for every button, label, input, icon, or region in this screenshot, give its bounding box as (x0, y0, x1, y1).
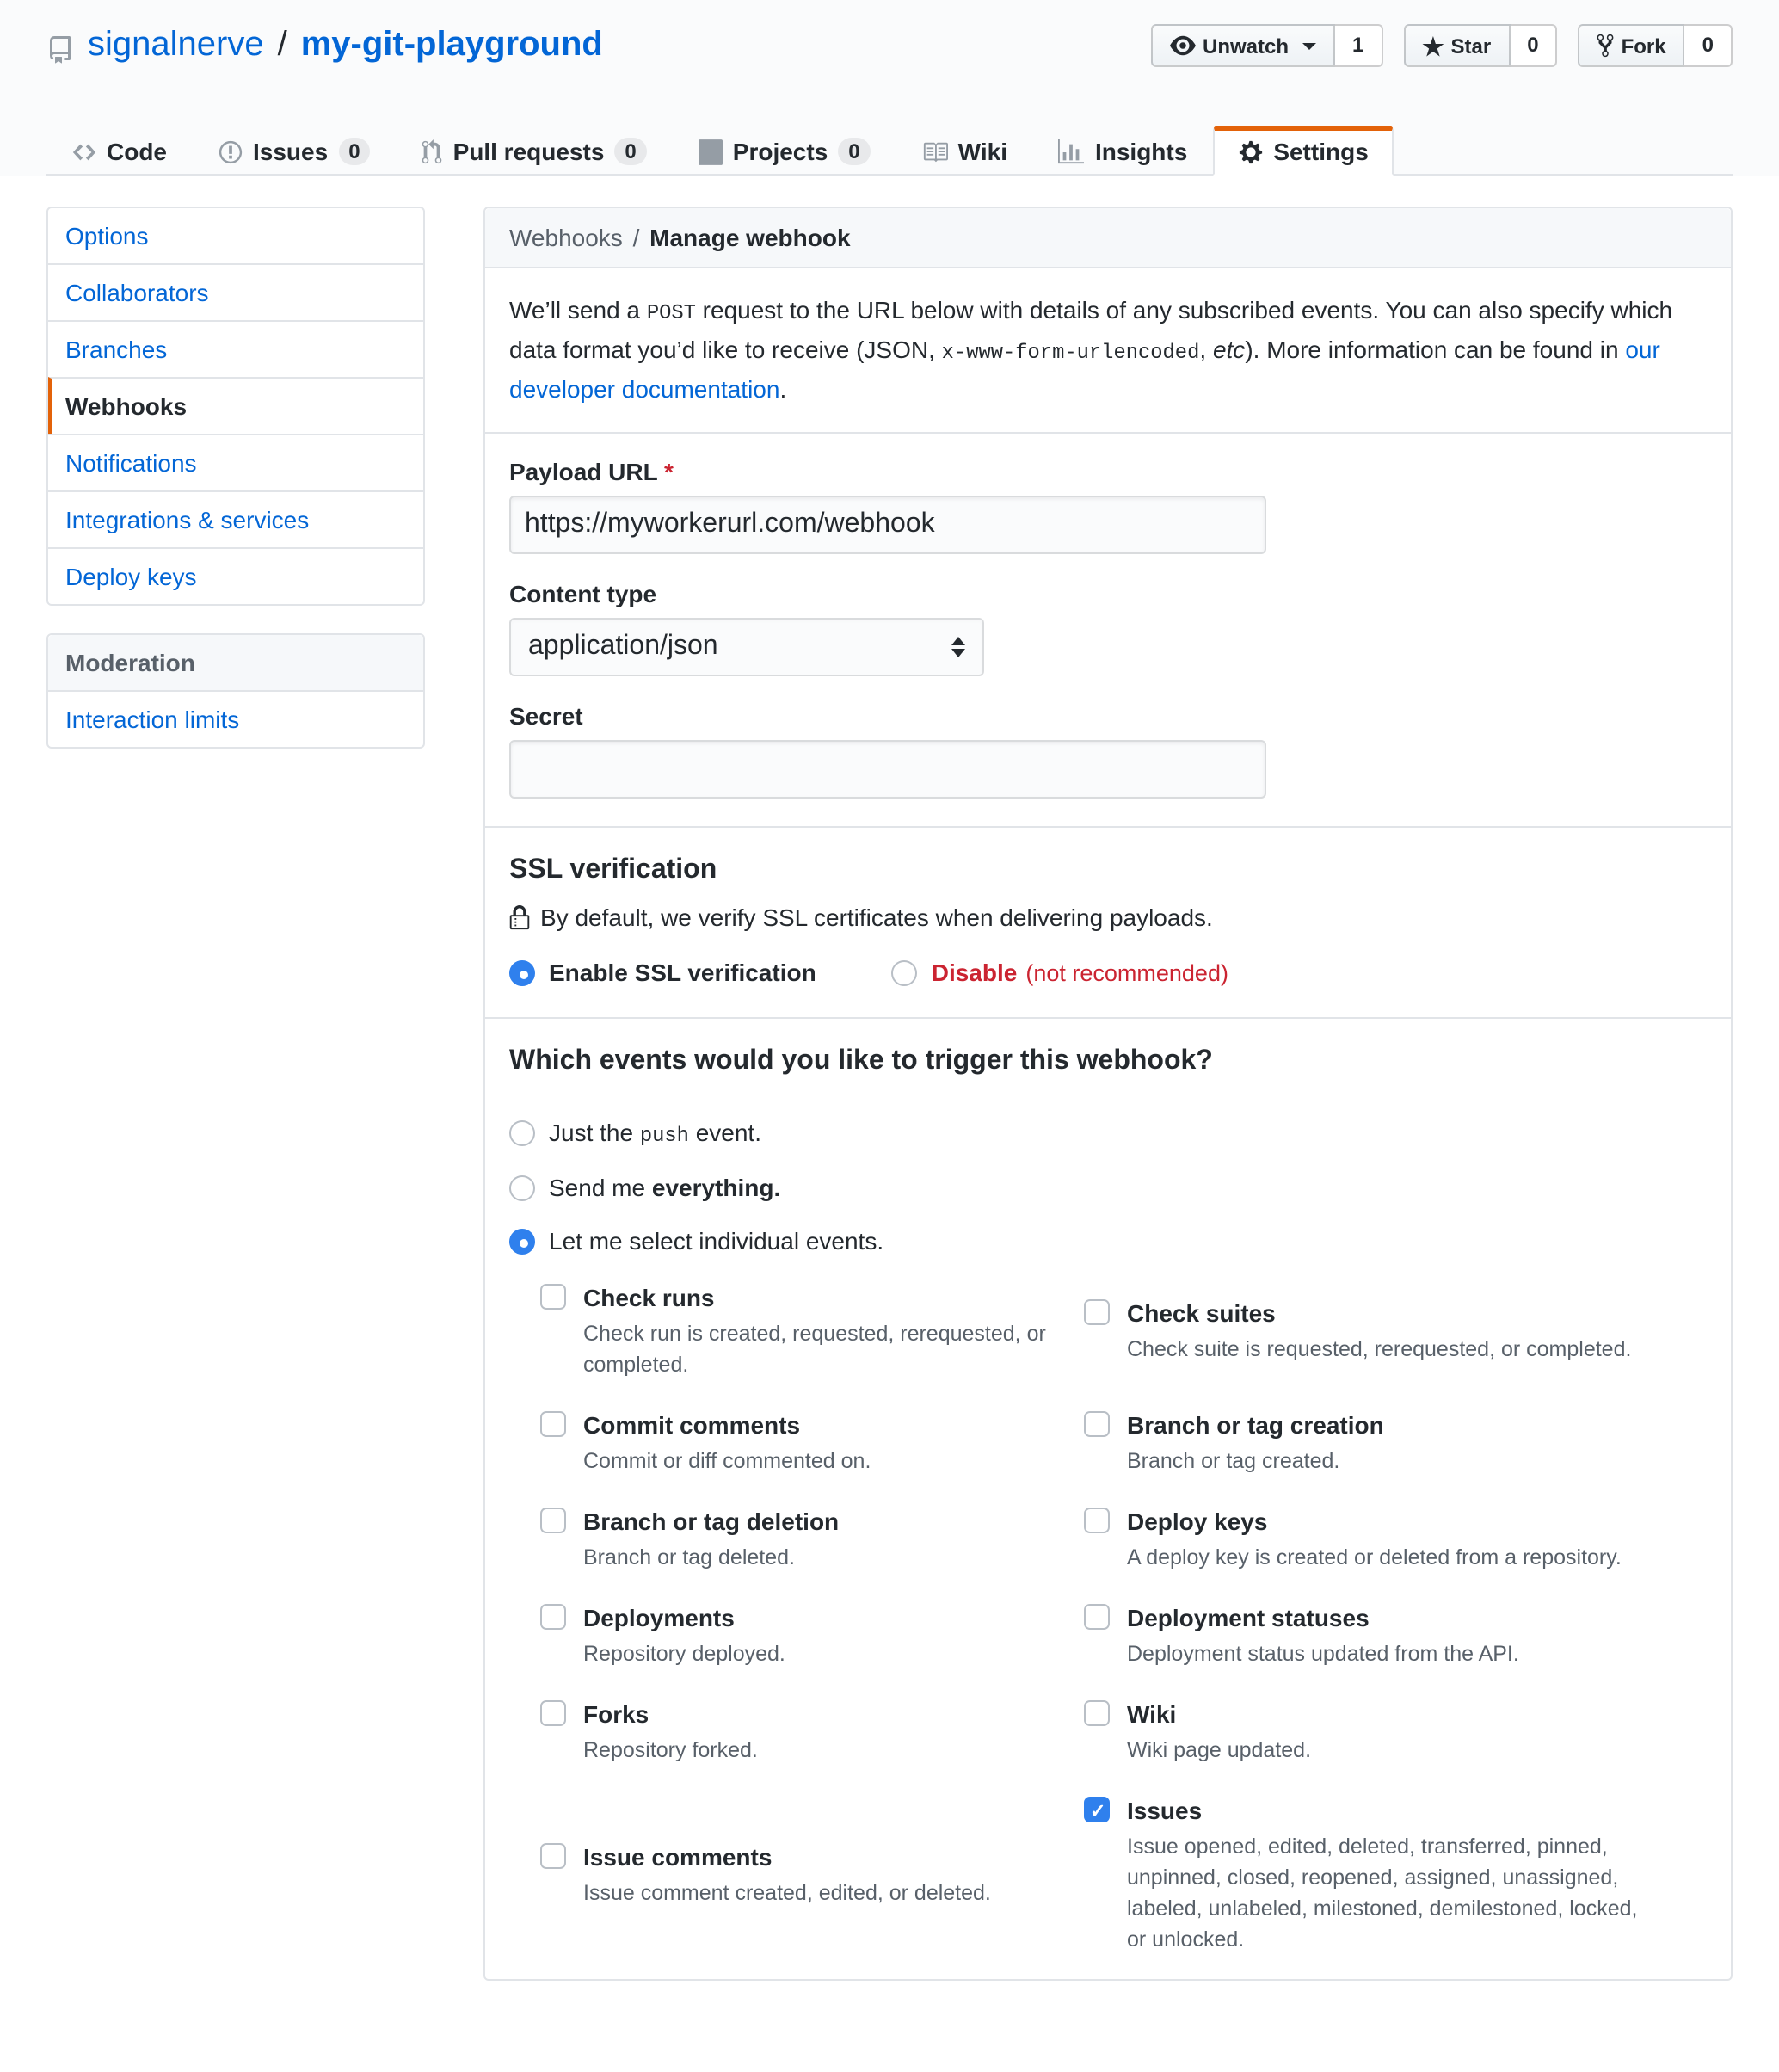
pull-request-icon (422, 138, 443, 165)
fork-button[interactable]: Fork (1579, 24, 1685, 67)
select-arrows-icon (951, 637, 965, 657)
events-section (485, 1017, 1731, 1979)
settings-sidebar (46, 207, 425, 749)
deployment-statuses-checkbox[interactable] (1084, 1604, 1110, 1630)
individual-events-radio[interactable] (509, 1228, 535, 1254)
page-header (0, 0, 1779, 176)
watch-count[interactable]: 1 (1335, 24, 1382, 67)
event-deploy-keys: Deploy keys A deploy key is created or deleted from a repository. (1084, 1504, 1707, 1573)
repo-name-link[interactable]: my-git-playground (300, 25, 603, 63)
repo-actions (1151, 24, 1733, 67)
ssl-heading: SSL verification (509, 855, 717, 885)
tab-code[interactable]: Code (46, 126, 193, 176)
book-icon (922, 138, 948, 165)
event-deployments: Deployments Repository deployed. (540, 1600, 1084, 1669)
ssl-enable-radio[interactable] (509, 959, 535, 985)
breadcrumb-webhooks-link[interactable]: Webhooks (509, 224, 623, 251)
tab-issues[interactable]: Issues 0 (193, 126, 397, 176)
secret-input[interactable] (509, 740, 1266, 799)
ssl-disable-label[interactable]: Disable (931, 959, 1018, 986)
ssl-section (485, 826, 1731, 1017)
events-grid (540, 1280, 1707, 1955)
deployments-checkbox[interactable] (540, 1604, 566, 1630)
repo-icon (46, 26, 74, 65)
ssl-enable-label[interactable]: Enable SSL verification (549, 959, 816, 986)
event-commit-comments: Commit comments Commit or diff commented on. (540, 1408, 1084, 1477)
content-type-group (509, 580, 1707, 676)
tab-settings[interactable]: Settings (1213, 126, 1394, 176)
ssl-disable-radio[interactable] (892, 959, 918, 985)
deploy-keys-checkbox[interactable] (1084, 1508, 1110, 1533)
payload-url-input[interactable] (509, 496, 1266, 554)
events-heading: Which events would you like to trigger this webhook? (509, 1046, 1213, 1076)
sidebar-item-branches[interactable]: Branches (48, 320, 423, 377)
settings-menu (46, 207, 425, 606)
event-check-runs: Check runs Check run is created, requested, rerequested, or completed. (540, 1280, 1084, 1380)
commit-comments-checkbox[interactable] (540, 1411, 566, 1437)
fork-count[interactable]: 0 (1685, 24, 1733, 67)
check-suites-checkbox[interactable] (1084, 1299, 1110, 1325)
webhook-intro: We’ll send a POST request to the URL below with details of any subscribed events. You can also specify which data format you’d like to receive (JSON, x-www-form-urlencoded, etc). More information can be found in our developer documentation. (509, 296, 1673, 403)
ssl-note-text: By default, we verify SSL certificates when delivering payloads. (540, 903, 1213, 931)
webhook-form (485, 432, 1731, 826)
sidebar-item-webhooks[interactable]: Webhooks (48, 377, 423, 434)
urlencoded-code: x-www-form-urlencoded (941, 341, 1200, 365)
sidebar-item-integrations[interactable]: Integrations & services (48, 490, 423, 547)
sidebar-item-deploy-keys[interactable]: Deploy keys (48, 547, 423, 604)
repo-title (46, 24, 603, 65)
content-type-label: Content type (509, 580, 657, 607)
page-title: Manage webhook (649, 224, 851, 251)
developer-documentation-link[interactable]: our developer documentation (509, 336, 1660, 403)
repo-separator: / (277, 25, 287, 63)
issues-checkbox[interactable] (1084, 1797, 1110, 1822)
breadcrumb (485, 208, 1731, 268)
project-icon (699, 138, 723, 165)
fork-group (1579, 24, 1733, 67)
tab-pull-requests[interactable]: Pull requests 0 (397, 126, 673, 176)
forks-checkbox[interactable] (540, 1700, 566, 1726)
projects-count-badge: 0 (838, 138, 870, 165)
event-wiki: Wiki Wiki page updated. (1084, 1697, 1707, 1766)
push-code: push (639, 1124, 689, 1148)
everything-radio[interactable] (509, 1175, 535, 1200)
fork-icon (1597, 33, 1615, 59)
issue-comments-checkbox[interactable] (540, 1843, 566, 1869)
pull-requests-count-badge: 0 (614, 138, 646, 165)
post-code: POST (646, 301, 696, 325)
code-icon (72, 138, 96, 165)
star-icon: ★ (1422, 32, 1444, 59)
event-option-everything[interactable]: Send me everything. (509, 1174, 1707, 1201)
sidebar-item-options[interactable]: Options (65, 222, 149, 250)
lock-icon (509, 903, 530, 931)
secret-label: Secret (509, 702, 583, 730)
push-event-radio[interactable] (509, 1120, 535, 1146)
tab-wiki[interactable]: Wiki (896, 126, 1033, 176)
event-option-push[interactable]: Just the push event. (509, 1119, 1707, 1148)
issue-icon (219, 138, 243, 165)
required-asterisk: * (664, 458, 674, 485)
ssl-disable-note: (not recommended) (1025, 959, 1228, 985)
issues-count-badge: 0 (338, 138, 370, 165)
watch-group (1151, 24, 1382, 67)
graph-icon (1059, 138, 1085, 165)
event-issues: ✓ Issues Issue opened, edited, deleted, transferred, pinned, unpinned, closed, reopened, assigned, unassigned, labeled, unlabeled, milestoned, demilestoned, locked, or unlocked. (1084, 1793, 1707, 1955)
event-branch-tag-deletion: Branch or tag deletion Branch or tag deleted. (540, 1504, 1084, 1573)
event-issue-comments: Issue comments Issue comment created, edited, or deleted. (540, 1840, 1084, 1909)
repo-nav (46, 126, 1733, 176)
tab-projects[interactable]: Projects 0 (673, 126, 896, 176)
secret-group (509, 702, 1707, 799)
content-type-select[interactable]: application/json (509, 618, 984, 676)
webhook-panel (483, 207, 1733, 1981)
gear-icon (1239, 138, 1263, 165)
star-group (1403, 24, 1557, 67)
star-count[interactable]: 0 (1510, 24, 1557, 67)
sidebar-item-interaction-limits[interactable]: Interaction limits (48, 690, 423, 747)
check-runs-checkbox[interactable] (540, 1284, 566, 1310)
chevron-down-icon (1302, 42, 1316, 56)
branch-tag-deletion-checkbox[interactable] (540, 1508, 566, 1533)
eye-icon (1170, 33, 1196, 59)
event-option-individual[interactable]: Let me select individual events. (509, 1227, 1707, 1255)
payload-url-group (509, 458, 1707, 554)
tab-insights[interactable]: Insights (1033, 126, 1213, 176)
unwatch-button[interactable]: Unwatch (1151, 24, 1335, 67)
event-forks: Forks Repository forked. (540, 1697, 1084, 1766)
payload-url-label: Payload URL * (509, 458, 674, 485)
moderation-heading: Moderation (48, 635, 423, 690)
breadcrumb-separator: / (632, 224, 640, 251)
branch-tag-creation-checkbox[interactable] (1084, 1411, 1110, 1437)
repo-owner-link[interactable]: signalnerve (88, 25, 264, 63)
star-button[interactable]: ★ Star (1403, 24, 1510, 67)
sidebar-item-notifications[interactable]: Notifications (48, 434, 423, 490)
event-deployment-statuses: Deployment statuses Deployment status updated from the API. (1084, 1600, 1707, 1669)
event-check-suites: Check suites Check suite is requested, rerequested, or completed. (1084, 1296, 1707, 1365)
sidebar-item-collaborators[interactable]: Collaborators (48, 263, 423, 320)
event-branch-tag-creation: Branch or tag creation Branch or tag created. (1084, 1408, 1707, 1477)
moderation-menu (46, 633, 425, 749)
wiki-checkbox[interactable] (1084, 1700, 1110, 1726)
